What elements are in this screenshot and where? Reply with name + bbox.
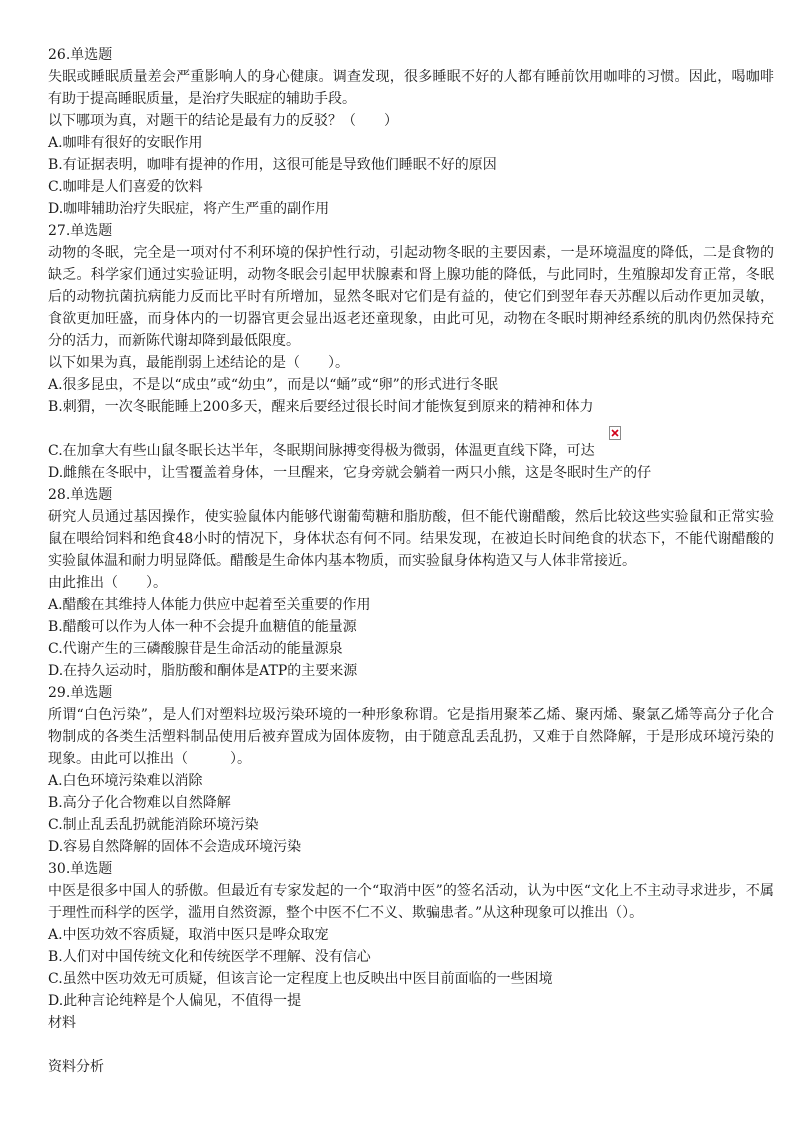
option-b: B.人们对中国传统文化和传统医学不理解、没有信心 bbox=[48, 949, 371, 965]
option-c: C.虽然中医功效无可质疑，但该言论一定程度上也反映出中医目前面临的一些困境 bbox=[48, 971, 553, 987]
question-heading: 27.单选题 bbox=[48, 223, 113, 239]
question-stem: 动物的冬眠，完全是一项对付不利环境的保护性行动，引起动物冬眠的主要因素，一是环境温度的降低，二是食物的缺乏。科学家们通过实验证明，动物冬眠会引起甲状腺素和肾上腺功能的降低，与此同时，生殖腺却发育正常，冬眠后的动物抗菌抗病能力反而比平时有所增加，显然冬眠对它们是有益的，使它们到翌年春天苏醒以后动作更加灵敏，食欲更加旺盛，而身体内的一切器官更会显出返老还童现象，由此可见，动物在冬眠时期神经系统的肌肉仍然保持充分的活力，而新陈代谢却降到最低限度。 bbox=[48, 245, 774, 349]
option-d: D.容易自然降解的固体不会造成环境污染 bbox=[48, 839, 302, 855]
option-c: C.咖啡是人们喜爱的饮料 bbox=[48, 179, 203, 195]
option-b: B.有证据表明，咖啡有提神的作用，这很可能是导致他们睡眠不好的原因 bbox=[48, 157, 497, 173]
option-b: B.高分子化合物难以自然降解 bbox=[48, 795, 231, 811]
question-heading: 28.单选题 bbox=[48, 487, 113, 503]
question-stem: 研究人员通过基因操作，使实验鼠体内能够代谢葡萄糖和脂肪酸，但不能代谢醋酸，然后比较这些实验鼠和正常实验鼠在喂给饲料和绝食48小时的情况下，身体状态有何不同。结果发现，在被迫长时间绝食的状态下，不能代谢醋酸的实验鼠体温和耐力明显降低。醋酸是生命体内基本物质，而实验鼠身体构造又与人体非常接近。 bbox=[48, 509, 774, 569]
option-a: A.很多昆虫，不是以“成虫”或“幼虫”，而是以“蛹”或“卵”的形式进行冬眠 bbox=[48, 377, 498, 393]
option-c: C.代谢产生的三磷酸腺苷是生命活动的能量源泉 bbox=[48, 641, 343, 657]
option-a: A.白色环境污染难以消除 bbox=[48, 773, 203, 789]
option-c: C.在加拿大有些山鼠冬眠长达半年，冬眠期间脉搏变得极为微弱，体温更直线下降，可达 bbox=[48, 443, 595, 459]
option-d: D.咖啡辅助治疗失眠症，将产生严重的副作用 bbox=[48, 201, 330, 217]
question-heading: 30.单选题 bbox=[48, 861, 113, 877]
question-prompt: 以下如果为真，最能削弱上述结论的是（ ）。 bbox=[48, 355, 349, 371]
option-c: C.制止乱丢乱扔就能消除环境污染 bbox=[48, 817, 259, 833]
material-label: 材料 bbox=[48, 1015, 76, 1031]
question-stem: 所谓“白色污染”，是人们对塑料垃圾污染环境的一种形象称谓。它是指用聚苯乙烯、聚丙烯、聚氯乙烯等高分子化合物制成的各类生活塑料制品使用后被弃置成为固体废物，由于随意乱丢乱扔，又难于自然降解，于是形成环境污染的现象。由此可以推出（ ）。 bbox=[48, 707, 774, 767]
question-stem: 失眠或睡眠质量差会严重影响人的身心健康。调查发现，很多睡眠不好的人都有睡前饮用咖啡的习惯。因此，喝咖啡有助于提高睡眠质量，是治疗失眠症的辅助手段。 bbox=[48, 69, 774, 107]
option-d: D.在持久运动时，脂肪酸和酮体是ATP的主要来源 bbox=[48, 663, 358, 679]
option-a: A.中医功效不容质疑，取消中医只是哗众取宠 bbox=[48, 927, 329, 943]
option-d: D.此种言论纯粹是个人偏见，不值得一提 bbox=[48, 993, 302, 1009]
option-b: B.醋酸可以作为人体一种不会提升血糖值的能量源 bbox=[48, 619, 357, 635]
option-d: D.雌熊在冬眠中，让雪覆盖着身体，一旦醒来，它身旁就会躺着一两只小熊，这是冬眠时生产的仔 bbox=[48, 465, 652, 481]
exam-page bbox=[48, 44, 774, 1078]
option-c-row bbox=[48, 440, 774, 462]
question-heading: 29.单选题 bbox=[48, 685, 113, 701]
question-stem: 中医是很多中国人的骄傲。但最近有专家发起的一个“取消中医”的签名活动，认为中医“文化上不主动寻求进步，不属于理性而科学的医学，滥用自然资源，整个中医不仁不义、欺骗患者。”从这种现象可以推出（）。 bbox=[48, 883, 774, 921]
question-heading: 26.单选题 bbox=[48, 47, 113, 63]
option-b: B.刺猬，一次冬眠能睡上200多天，醒来后要经过很长时间才能恢复到原来的精神和体力 bbox=[48, 399, 594, 415]
option-a: A.咖啡有很好的安眠作用 bbox=[48, 135, 203, 151]
question-prompt: 由此推出（ ）。 bbox=[48, 575, 167, 591]
question-29 bbox=[48, 682, 774, 858]
broken-image-icon bbox=[609, 426, 621, 440]
option-a: A.醋酸在其维持人体能力供应中起着至关重要的作用 bbox=[48, 597, 371, 613]
data-analysis-label: 资料分析 bbox=[48, 1059, 104, 1075]
question-26 bbox=[48, 44, 774, 220]
question-28 bbox=[48, 484, 774, 682]
question-27 bbox=[48, 220, 774, 484]
question-prompt: 以下哪项为真，对题干的结论是最有力的反驳？（ ） bbox=[48, 113, 398, 129]
question-30 bbox=[48, 858, 774, 1012]
